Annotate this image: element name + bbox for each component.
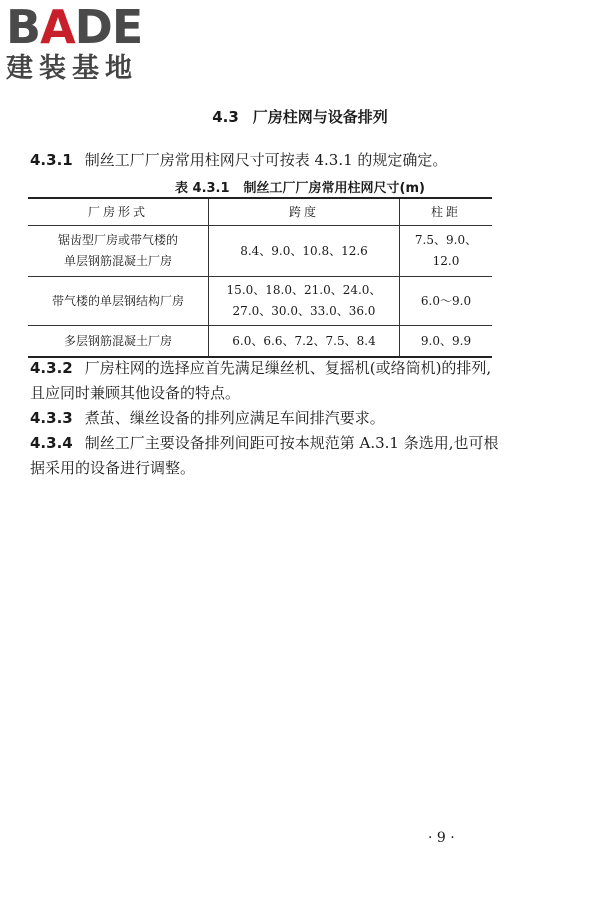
table-header-row: [28, 198, 492, 226]
table-caption-title: 制丝工厂厂房常用柱网尺寸(m): [243, 181, 425, 196]
cell-span: 15.0、18.0、21.0、24.0、 27.0、30.0、33.0、36.0: [209, 277, 400, 326]
clause-number: 4.3.4: [30, 434, 73, 452]
cell-bay: 7.5、9.0、12.0: [400, 226, 493, 277]
header-building-type: 厂房形式: [28, 198, 209, 226]
cell-bay: 9.0、9.9: [400, 326, 493, 358]
clause-text: 厂房柱网的选择应首先满足缫丝机、复摇机(或络筒机)的排列,且应同时兼顾其他设备的特点。: [30, 359, 492, 402]
clause-4-3-1: [30, 148, 500, 173]
table-caption-number: 表 4.3.1: [175, 181, 230, 196]
cell-building-type: 锯齿型厂房或带气楼的 单层钢筋混凝土厂房: [28, 226, 209, 277]
clause-4-3-4: [30, 431, 500, 481]
table-caption: [0, 177, 600, 196]
cell-building-type: 多层钢筋混凝土厂房: [28, 326, 209, 358]
section-number: 4.3: [212, 108, 239, 126]
clause-4-3-2: [30, 356, 500, 406]
clause-4-3-3: [30, 406, 500, 431]
clause-number: 4.3.1: [30, 151, 73, 169]
cell-span: 6.0、6.6、7.2、7.5、8.4: [209, 326, 400, 358]
header-span: 跨度: [209, 198, 400, 226]
cell-bay: 6.0～9.0: [400, 277, 493, 326]
clause-text: 制丝工厂厂房常用柱网尺寸可按表 4.3.1 的规定确定。: [84, 151, 448, 169]
header-bay: 柱距: [400, 198, 493, 226]
column-grid-table: [28, 197, 492, 358]
page-number: · 9 ·: [428, 830, 455, 846]
table-row: [28, 277, 492, 326]
logo-wordmark: BADE: [6, 0, 143, 54]
table-row: [28, 326, 492, 358]
table-row: [28, 226, 492, 277]
logo: [6, 0, 186, 86]
cell-building-type: 带气楼的单层钢结构厂房: [28, 277, 209, 326]
section-title: [0, 106, 600, 127]
clause-number: 4.3.2: [30, 359, 73, 377]
clause-number: 4.3.3: [30, 409, 73, 427]
section-title-text: 厂房柱网与设备排列: [252, 108, 388, 126]
cell-span: 8.4、9.0、10.8、12.6: [209, 226, 400, 277]
logo-subtitle: 建装基地: [6, 53, 138, 84]
clause-text: 制丝工厂主要设备排列间距可按本规范第 A.3.1 条选用,也可根据采用的设备进行调整。: [30, 434, 499, 477]
clause-text: 煮茧、缫丝设备的排列应满足车间排汽要求。: [84, 409, 385, 427]
